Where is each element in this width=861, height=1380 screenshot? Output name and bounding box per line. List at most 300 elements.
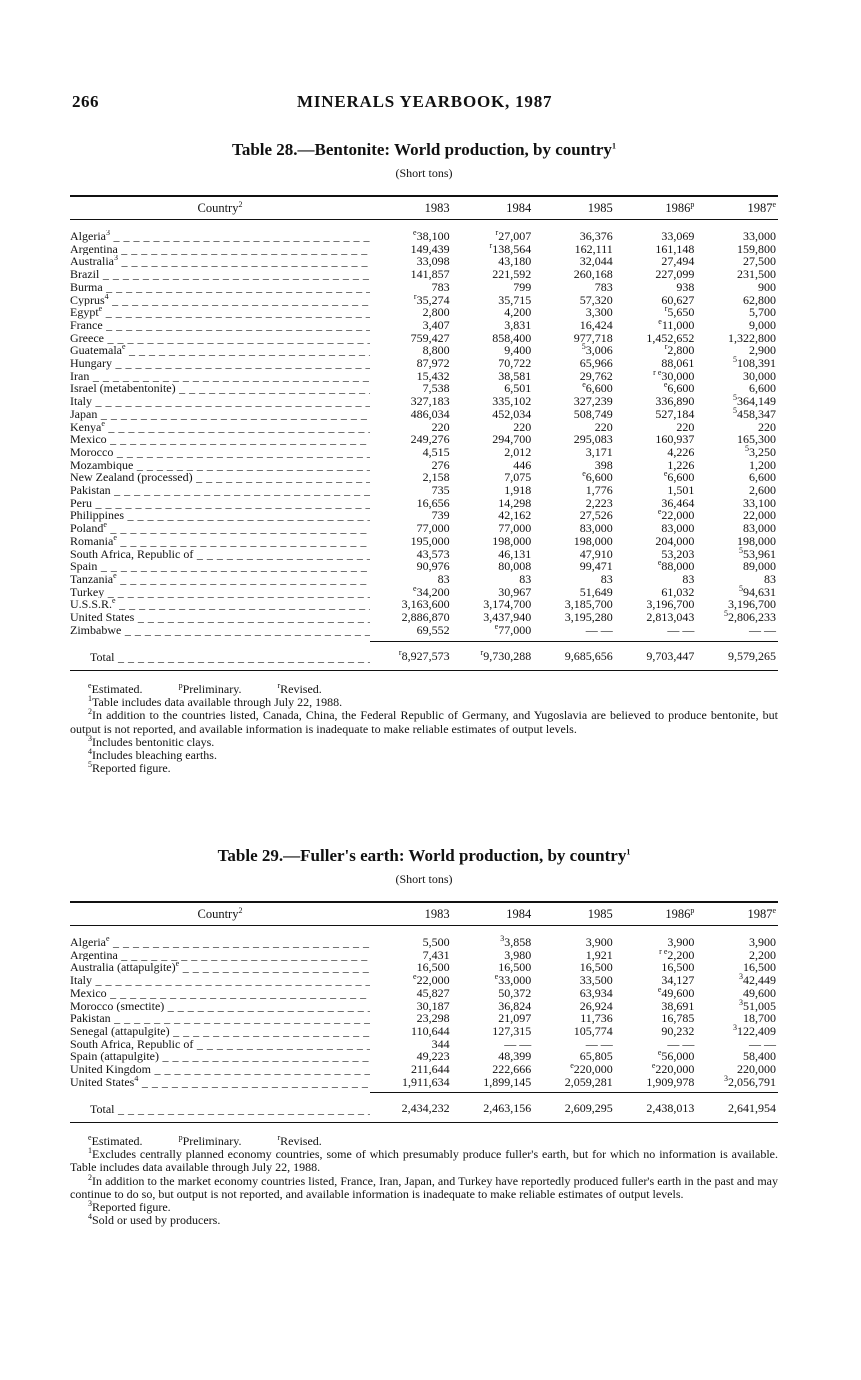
value-cell: 735: [431, 483, 450, 498]
value-cell: 2,641,954: [696, 1093, 778, 1122]
country-name: Zimbabwe _ _ _: [70, 624, 370, 641]
value-cell: 9,703,447: [615, 641, 697, 670]
value-cell: 4,226: [667, 444, 695, 459]
value-cell: 46,131: [498, 546, 532, 561]
value-cell: $^5$3,006: [581, 342, 613, 358]
footnote-keys: [70, 1132, 778, 1148]
value-cell: 34,127: [661, 973, 695, 988]
country-name: South Africa, Republic of _ _ _: [70, 1038, 370, 1051]
value-cell: 23,298: [416, 1011, 450, 1026]
value-cell: 90,976: [416, 559, 450, 574]
value-cell: 2,609,295: [533, 1093, 615, 1122]
value-cell: 45,827: [416, 985, 450, 1000]
value-cell: 220: [758, 419, 776, 434]
value-cell: 9,685,656: [533, 641, 615, 670]
total-label: Total _ _ _: [70, 1093, 370, 1122]
value-cell: $^5$2,806,233: [724, 609, 776, 625]
value-cell: 69,552: [416, 622, 450, 637]
value-cell: 3,196,700: [728, 597, 776, 612]
country-name: Egypt$^e$ _ _ _: [70, 306, 370, 319]
value-cell: 26,924: [579, 998, 613, 1013]
value-cell: 2,438,013: [615, 1093, 697, 1122]
value-cell: 2,463,156: [452, 1093, 534, 1122]
value-cell: 33,100: [743, 495, 776, 510]
value-cell: 335,102: [492, 394, 532, 409]
value-cell: $^5$364,149: [733, 393, 776, 409]
value-cell: $^{r e}$30,000: [653, 367, 695, 383]
value-cell: 527,184: [655, 406, 695, 421]
country-name: Mexico _ _ _: [70, 987, 370, 1000]
value-cell: $^r$9,730,288: [452, 641, 534, 670]
value-cell: 3,174,700: [483, 597, 532, 612]
value-cell: 344: [431, 1036, 450, 1051]
country-name: Spain (attapulgite) _ _ _: [70, 1050, 370, 1063]
country-name: United Kingdom _ _ _: [70, 1063, 370, 1076]
value-cell: 48,399: [498, 1049, 532, 1064]
value-cell: 160,937: [655, 432, 695, 447]
value-cell: 16,500: [416, 960, 450, 975]
table-row: [70, 560, 778, 573]
value-cell: 60,627: [661, 292, 695, 307]
value-cell: 3,900: [585, 935, 613, 949]
value-cell: 3,437,940: [483, 610, 532, 625]
country-name: Algeria$^e$ _ _ _: [70, 926, 370, 949]
country-name: Romania$^e$ _ _ _: [70, 535, 370, 548]
country-name: Argentina _ _ _: [70, 243, 370, 256]
value-cell: 220,000: [737, 1062, 776, 1077]
value-cell: 61,032: [661, 584, 695, 599]
value-cell: 90,232: [661, 1023, 695, 1038]
value-cell: 53,203: [661, 546, 695, 561]
value-cell: 42,162: [498, 508, 532, 523]
country-name: New Zealand (processed) _ _ _: [70, 471, 370, 484]
value-cell: 8,800: [422, 343, 450, 358]
value-cell: $^e$22,000: [657, 507, 695, 523]
value-cell: 739: [431, 508, 450, 523]
value-cell: $^r$27,007: [495, 228, 532, 243]
value-cell: 57,320: [579, 292, 613, 307]
value-cell: 49,223: [416, 1049, 450, 1064]
value-cell: 3,900: [749, 935, 776, 949]
country-name: Morocco _ _ _: [70, 446, 370, 459]
country-name: Brazil _ _ _: [70, 268, 370, 281]
value-cell: 65,805: [579, 1049, 613, 1064]
value-cell: $^e$220,000: [651, 1061, 695, 1077]
value-cell: 43,573: [416, 546, 450, 561]
value-cell: 2,223: [585, 495, 613, 510]
value-cell: 783: [431, 279, 450, 294]
value-cell: 16,656: [416, 495, 450, 510]
value-cell: 249,276: [410, 432, 450, 447]
country-name: South Africa, Republic of _ _ _: [70, 548, 370, 561]
country-name: Kenya$^e$ _ _ _: [70, 421, 370, 434]
footnote-key: $^e$Estimated.: [88, 1132, 143, 1148]
value-cell: $^e$38,100: [413, 228, 450, 243]
country-name: Italy _ _ _: [70, 395, 370, 408]
value-cell: 80,008: [498, 559, 532, 574]
value-cell: 65,966: [579, 356, 613, 371]
country-name: Japan _ _ _: [70, 408, 370, 421]
value-cell: 159,800: [737, 241, 776, 256]
country-name: Mexico _ _ _: [70, 433, 370, 446]
value-cell: 211,644: [411, 1062, 450, 1077]
running-title: MINERALS YEARBOOK, 1987: [297, 92, 553, 111]
value-cell: 858,400: [492, 330, 532, 345]
value-cell: $^5$94,631: [739, 583, 776, 599]
value-cell: $^e$6,600: [582, 380, 613, 396]
footnote: $^5$Reported figure.: [88, 760, 171, 776]
value-cell: 2,813,043: [646, 610, 695, 625]
table-title: Table 28.—Bentonite: World production, by country$^1$: [232, 140, 616, 159]
value-cell: 30,187: [416, 998, 450, 1013]
value-cell: 198,000: [492, 533, 532, 548]
country-name: Pakistan _ _ _: [70, 484, 370, 497]
value-cell: 1,776: [585, 483, 613, 498]
country-name: Guatemala$^e$ _ _ _: [70, 344, 370, 357]
value-cell: 77,000: [498, 521, 532, 536]
value-cell: 2,886,870: [401, 610, 450, 625]
value-cell: $^5$458,347: [733, 405, 776, 421]
value-cell: 33,098: [416, 254, 450, 269]
value-cell: $^e$6,600: [663, 469, 695, 485]
country-name: Italy _ _ _: [70, 974, 370, 987]
footnote: $^1$Excludes centrally planned economy countries, some of which presumably produce fuller's earth, but for which no information is available. Table includes data available through July 22, 1988.: [70, 1145, 778, 1175]
value-cell: 14,298: [498, 495, 532, 510]
value-cell: 1,909,978: [646, 1074, 695, 1089]
value-cell: 3,900: [667, 935, 695, 949]
value-cell: 165,300: [737, 432, 776, 447]
value-cell: 38,691: [661, 998, 695, 1013]
value-cell: 3,407: [422, 317, 450, 332]
value-cell: 7,431: [422, 947, 450, 962]
value-cell: 508,749: [573, 406, 613, 421]
total-label: Total _ _ _: [70, 641, 370, 670]
value-cell: 198,000: [573, 533, 613, 548]
table-row: [70, 926, 778, 949]
value-cell: $^e$56,000: [657, 1048, 695, 1064]
value-cell: $^e$33,000: [494, 972, 532, 988]
value-cell: 16,500: [661, 960, 695, 975]
value-cell: 231,500: [737, 267, 776, 282]
value-cell: 87,972: [416, 356, 450, 371]
value-cell: 195,000: [410, 533, 450, 548]
column-header-year: 1986$^p$: [615, 902, 697, 926]
footnote: $^4$Includes bleaching earths.: [88, 747, 217, 763]
value-cell: 5,500: [422, 935, 450, 949]
value-cell: 89,000: [743, 559, 776, 574]
column-header-year: 1983: [370, 196, 452, 220]
value-cell: — —: [667, 1036, 695, 1051]
page-number: 266: [72, 92, 99, 111]
value-cell: 16,785: [661, 1011, 695, 1026]
value-cell: 220: [431, 419, 450, 434]
value-cell: 3,171: [585, 444, 613, 459]
value-cell: 220: [594, 419, 613, 434]
value-cell: $^e$22,000: [413, 972, 450, 988]
table-title: Table 29.—Fuller's earth: World production, by country$^1$: [217, 846, 631, 865]
table-subtitle: (Short tons): [395, 872, 453, 886]
country-name: Turkey _ _ _: [70, 586, 370, 599]
table-row: [70, 1076, 778, 1093]
value-cell: 83: [600, 571, 613, 586]
value-cell: $^e$88,000: [657, 558, 695, 574]
value-cell: $^e$220,000: [570, 1061, 613, 1077]
value-cell: 27,500: [743, 254, 776, 269]
value-cell: 83,000: [743, 521, 776, 536]
value-cell: $^3$3,858: [500, 934, 532, 949]
value-cell: 162,111: [574, 241, 613, 256]
value-cell: 977,718: [573, 330, 613, 345]
column-header-year: 1987e: [696, 196, 778, 220]
value-cell: 3,195,280: [564, 610, 613, 625]
country-name: Spain _ _ _: [70, 560, 370, 573]
value-cell: 452,034: [492, 406, 532, 421]
value-cell: 83: [437, 571, 450, 586]
footnote: $^4$Sold or used by producers.: [88, 1212, 221, 1228]
footnote-key: $^e$Estimated.: [88, 680, 143, 696]
value-cell: 7,075: [504, 470, 532, 485]
value-cell: 99,471: [579, 559, 613, 574]
value-cell: 9,400: [504, 343, 532, 358]
value-cell: 799: [513, 279, 532, 294]
footnote: $^3$Includes bentonitic clays.: [88, 733, 215, 749]
value-cell: 11,736: [580, 1011, 613, 1026]
country-name: Israel (metabentonite) _ _ _: [70, 382, 370, 395]
value-cell: $^e$6,600: [582, 469, 613, 485]
footnote: $^3$Reported figure.: [88, 1199, 171, 1215]
value-cell: 1,911,634: [402, 1074, 450, 1089]
value-cell: 18,700: [743, 1011, 776, 1026]
value-cell: 47,910: [579, 546, 613, 561]
value-cell: 227,099: [655, 267, 695, 282]
country-name: Hungary _ _ _: [70, 357, 370, 370]
value-cell: $^e$11,000: [658, 316, 695, 332]
value-cell: 33,069: [661, 229, 695, 243]
value-cell: 900: [758, 279, 776, 294]
country-name: Australia$^3$ _ _ _: [70, 255, 370, 268]
value-cell: 198,000: [737, 533, 776, 548]
value-cell: 77,000: [416, 521, 450, 536]
country-name: Algeria$^3$ _ _ _: [70, 220, 370, 243]
value-cell: 759,427: [410, 330, 450, 345]
value-cell: 35,715: [498, 292, 532, 307]
value-cell: 327,183: [410, 394, 450, 409]
value-cell: 43,180: [498, 254, 532, 269]
value-cell: $^3$122,409: [733, 1022, 776, 1038]
value-cell: — —: [504, 1036, 532, 1051]
country-name: Greece _ _ _: [70, 332, 370, 345]
value-cell: 3,185,700: [564, 597, 613, 612]
value-cell: $^r$35,274: [413, 291, 450, 307]
value-cell: 161,148: [655, 241, 695, 256]
column-header-country: Country$^2$: [70, 196, 370, 220]
country-name: Cyprus$^4$ _ _ _: [70, 294, 370, 307]
footnote-keys: [70, 680, 778, 696]
value-cell: — —: [585, 1036, 613, 1051]
value-cell: $^3$51,005: [739, 997, 776, 1013]
country-name: Argentina _ _ _: [70, 949, 370, 962]
value-cell: 5,700: [749, 305, 776, 320]
value-cell: 33,000: [743, 229, 776, 243]
value-cell: — —: [667, 622, 695, 637]
country-name: Philippines _ _ _: [70, 509, 370, 522]
country-name: Senegal (attapulgite) _ _ _: [70, 1025, 370, 1038]
value-cell: 2,200: [749, 947, 776, 962]
value-cell: $^{r e}$2,200: [659, 946, 695, 962]
value-cell: 260,168: [573, 267, 613, 282]
value-cell: 83: [682, 571, 695, 586]
total-row: [70, 1093, 778, 1122]
country-name: Pakistan _ _ _: [70, 1012, 370, 1025]
footnote-key: $^r$Revised.: [277, 680, 322, 696]
country-name: U.S.S.R.$^e$ _ _ _: [70, 598, 370, 611]
table-footnotes: [70, 680, 778, 776]
value-cell: 32,044: [579, 254, 613, 269]
value-cell: 9,000: [749, 317, 776, 332]
value-cell: 105,774: [573, 1023, 613, 1038]
value-cell: 38,581: [498, 368, 532, 383]
value-cell: 1,918: [504, 483, 532, 498]
value-cell: 294,700: [492, 432, 532, 447]
value-cell: 295,083: [573, 432, 613, 447]
column-header-country: Country$^2$: [70, 902, 370, 926]
value-cell: 221,592: [492, 267, 532, 282]
value-cell: 3,831: [504, 317, 532, 332]
column-header-year: 1986$^p$: [615, 196, 697, 220]
footnote: $^2$In addition to the market economy countries listed, France, Iran, Japan, and Turkey have reportedly produced fuller's earth in the past and may continue to do so, but output is not reported, and available information is inadequate to make reliable estimates of output levels.: [70, 1172, 778, 1201]
value-cell: $^e$34,200: [413, 583, 450, 599]
value-cell: 30,000: [743, 368, 776, 383]
value-cell: 222,666: [492, 1062, 532, 1077]
value-cell: 336,890: [655, 394, 695, 409]
value-cell: 2,900: [749, 343, 776, 358]
value-cell: 2,434,232: [370, 1093, 452, 1122]
value-cell: 327,239: [573, 394, 613, 409]
country-name: Burma _ _ _: [70, 281, 370, 294]
value-cell: 15,432: [416, 368, 450, 383]
value-cell: 33,500: [579, 973, 613, 988]
value-cell: 149,439: [410, 241, 450, 256]
value-cell: 16,500: [579, 960, 613, 975]
running-head: [72, 92, 792, 118]
column-header-year: 1984: [452, 196, 534, 220]
value-cell: 938: [676, 279, 695, 294]
value-cell: 83,000: [579, 521, 613, 536]
value-cell: — —: [749, 1036, 776, 1051]
value-cell: 4,200: [504, 305, 532, 320]
value-cell: 62,800: [743, 292, 776, 307]
total-row: [70, 641, 778, 670]
value-cell: 1,501: [667, 483, 695, 498]
value-cell: 3,980: [504, 947, 532, 962]
value-cell: $^3$2,056,791: [724, 1073, 776, 1089]
value-cell: $^e$49,600: [657, 984, 695, 1000]
value-cell: 2,059,281: [564, 1074, 613, 1089]
value-cell: 70,722: [498, 356, 532, 371]
value-cell: 276: [431, 457, 450, 472]
value-cell: 1,452,652: [646, 330, 695, 345]
value-cell: 2,158: [422, 470, 450, 485]
fullers-earth-table: [70, 901, 778, 1123]
value-cell: $^3$42,449: [739, 972, 776, 988]
value-cell: 2,012: [504, 444, 532, 459]
value-cell: 83: [519, 571, 532, 586]
country-name: United States$^4$ _ _ _: [70, 1076, 370, 1093]
value-cell: $^e$6,600: [663, 380, 695, 396]
value-cell: 36,376: [579, 229, 613, 243]
value-cell: $^5$53,961: [739, 545, 776, 561]
value-cell: 204,000: [655, 533, 695, 548]
column-header-year: 1985: [533, 196, 615, 220]
country-name: Mozambique _ _ _: [70, 459, 370, 472]
value-cell: $^r$8,927,573: [370, 641, 452, 670]
value-cell: 6,600: [749, 381, 776, 396]
footnote: $^1$Table includes data available through July 22, 1988.: [88, 694, 343, 709]
bentonite-table: [70, 195, 778, 671]
country-name: Poland$^e$ _ _ _: [70, 522, 370, 535]
country-name: Peru _ _ _: [70, 497, 370, 510]
value-cell: 16,500: [743, 960, 776, 975]
value-cell: 1,322,800: [728, 330, 776, 345]
value-cell: 4,515: [422, 444, 450, 459]
value-cell: 3,300: [585, 305, 613, 320]
value-cell: $^5$3,250: [745, 443, 776, 459]
value-cell: 1,899,145: [483, 1074, 532, 1089]
value-cell: 141,857: [410, 267, 450, 282]
value-cell: 51,649: [579, 584, 613, 599]
value-cell: 783: [594, 279, 613, 294]
country-name: Australia (attapulgite)$^e$ _ _ _: [70, 961, 370, 974]
value-cell: 58,400: [743, 1049, 776, 1064]
value-cell: 63,934: [579, 985, 613, 1000]
value-cell: 110,644: [411, 1023, 450, 1038]
value-cell: 50,372: [498, 985, 532, 1000]
value-cell: 127,315: [492, 1023, 532, 1038]
value-cell: — —: [585, 622, 613, 637]
value-cell: $^r$5,650: [664, 304, 695, 320]
value-cell: 36,464: [661, 495, 695, 510]
value-cell: 27,494: [661, 254, 695, 269]
value-cell: 7,538: [422, 381, 450, 396]
value-cell: 30,967: [498, 584, 532, 599]
value-cell: 1,226: [667, 457, 695, 472]
value-cell: 27,526: [579, 508, 613, 523]
value-cell: 486,034: [410, 406, 450, 421]
table-28-block: [70, 140, 778, 776]
value-cell: 3,196,700: [646, 597, 695, 612]
value-cell: 83,000: [661, 521, 695, 536]
value-cell: 398: [594, 457, 613, 472]
value-cell: 21,097: [498, 1011, 532, 1026]
country-name: Iran _ _ _: [70, 370, 370, 383]
value-cell: 22,000: [743, 508, 776, 523]
value-cell: 29,762: [579, 368, 613, 383]
table-footnotes: [70, 1132, 778, 1228]
footnote: $^2$In addition to the countries listed, Canada, China, the Federal Republic of Germany, and Yugoslavia are believed to produce bentonite, but output is not reported, and available information is inadequate to make reliable estimates of output levels.: [70, 707, 778, 736]
value-cell: 6,501: [504, 381, 532, 396]
value-cell: 9,579,265: [696, 641, 778, 670]
table-subtitle: (Short tons): [395, 166, 453, 180]
value-cell: 2,600: [749, 483, 776, 498]
value-cell: 83: [764, 571, 776, 586]
table-29-block: [70, 846, 778, 1228]
country-name: Morocco (smectite) _ _ _: [70, 1000, 370, 1013]
footnote-key: $^p$Preliminary.: [178, 1132, 242, 1148]
table-row: [70, 220, 778, 243]
value-cell: 446: [513, 457, 532, 472]
country-name: France _ _ _: [70, 319, 370, 332]
value-cell: 36,824: [498, 998, 532, 1013]
